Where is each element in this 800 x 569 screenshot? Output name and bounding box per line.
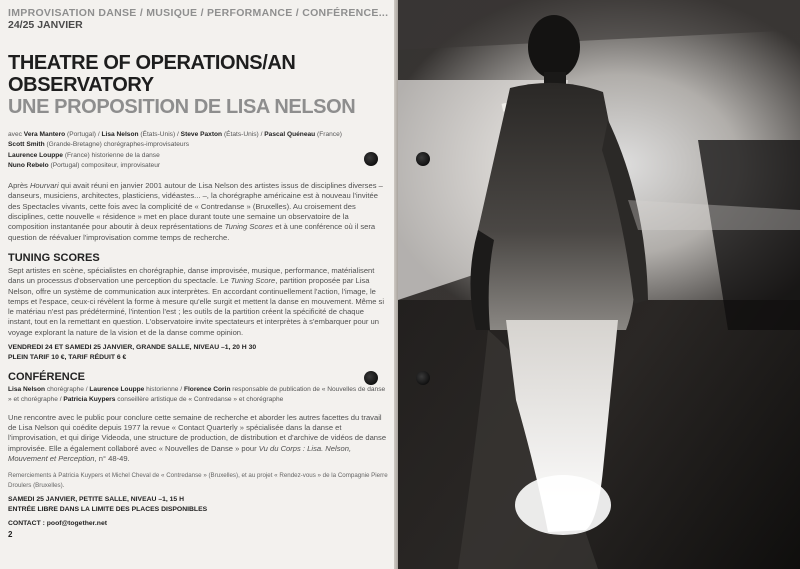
conference-schedule: SAMEDI 25 JANVIER, PETITE SALLE, NIVEAU –1, 15 H ENTRÉE LIBRE DANS LA LIMITE DES PLACES DISPONIBLES — [8, 496, 208, 513]
punch-hole — [416, 371, 430, 385]
dancer-photo — [398, 0, 800, 569]
left-page — [0, 0, 398, 569]
punch-hole — [416, 152, 430, 166]
tuning-scores-heading: TUNING SCORES — [8, 251, 100, 264]
thanks-note: Remerciements à Patricia Kuypers et Michel Cheval de « Contredanse » (Bruxelles), et au projet « Rendez-vous » de la Compagnie Pierre Droulers (Bruxelles). — [8, 472, 388, 489]
credits-line: Laurence Louppe (France) historienne de la danse — [8, 151, 160, 159]
credits-block — [8, 130, 390, 171]
conference-heading: CONFÉRENCE — [8, 371, 86, 384]
punch-hole — [364, 152, 378, 166]
credits-line: Scott Smith (Grande-Bretagne) chorégraphes-improvisateurs — [8, 141, 190, 149]
conference-speakers: Lisa Nelson chorégraphe / Laurence Louppe historienne / Florence Corin responsable de publication de « Nouvelles de danse » et chorégraphe / Patricia Kuypers conseillère artistique de « Contredanse » et chorégraphe — [8, 386, 386, 404]
intro-paragraph: Après Hourvari qui avait réuni en janvier 2001 autour de Lisa Nelson des artistes issus de disciplines diverses – danseurs, musiciens, architectes, plasticiens, vidéastes... –, la chorégraphe américaine est à nouveau l'invitée des Spectacles vivants, cette fois avec la complicité de « Contredanse » (Bruxelles). Au croisement des disciplines, cette nouvelle « résidence » met en place durant toute une semaine un observatoire de la composition instantanée pour aboutir à deux représentations de Tuning Scores et à une conférence où il sera question de réévaluer l'improvisation comme temps de recherche. — [8, 181, 383, 242]
conference-paragraph: Une rencontre avec le public pour conclure cette semaine de recherche et aborder les autres facettes du travail de Lisa Nelson qui coédite depuis 1977 la revue « Contact Quarterly » spécialisée dans la danse et l'improvisation, et qui dirige Videoda, une structure de production, de distribution et d'archive de vidéos de danse improvisée. Elle a également collaboré avec « Nouvelles de Danse » pour Vu du Corps : Lisa. Nelson, Mouvement et Perception, n° 48-49. — [8, 412, 387, 463]
contact-line: CONTACT : poof@together.net — [8, 520, 108, 528]
tuning-schedule: VENDREDI 24 ET SAMEDI 25 JANVIER, GRANDE SALLE, NIVEAU –1, 20 H 30 PLEIN TARIF 10 €, TARIF RÉDUIT 6 € — [8, 344, 257, 361]
punch-hole — [364, 371, 378, 385]
page-number: 2 — [8, 530, 13, 540]
article-column — [8, 7, 390, 539]
event-dates: 24/25 JANVIER — [8, 19, 83, 31]
page-title: THEATRE OF OPERATIONS/AN OBSERVATORY — [8, 52, 296, 96]
credits-line: avec Vera Mantero (Portugal) / Lisa Nelson (États-Unis) / Steve Paxton (États-Unis) / Pascal Quéneau (France) — [8, 131, 342, 138]
category-kicker: IMPROVISATION DANSE / MUSIQUE / PERFORMANCE / CONFÉRENCE... — [8, 7, 389, 19]
tuning-scores-paragraph: Sept artistes en scène, spécialistes en chorégraphie, danse improvisée, musique, performance, matérialisent dans un processus d'observation une perception du spectacle. Le Tuning Score, partition proposée par Lisa Nelson, offre un système de communication aux interprètes. En accordant continuellement l'action, l'image, le temps et l'espace, ceux-ci révèlent la forme à mesure qu'elle surgit et mettent la danse en mouvement. Même si le matériau n'est pas prédéterminé, l'intention l'est ; les outils de la partition créent la spécificité de chaque instant, tout en la remettant en question. L'observatoire invite spectateurs et interprètes à s'embarquer pour un voyage explorant la nature de la vision et de la danse comme opinion. — [8, 265, 385, 337]
page-subtitle: UNE PROPOSITION DE LISA NELSON — [8, 96, 356, 118]
right-page — [398, 0, 800, 569]
credits-line: Nuno Rebelo (Portugal) compositeur, improvisateur — [8, 161, 161, 169]
